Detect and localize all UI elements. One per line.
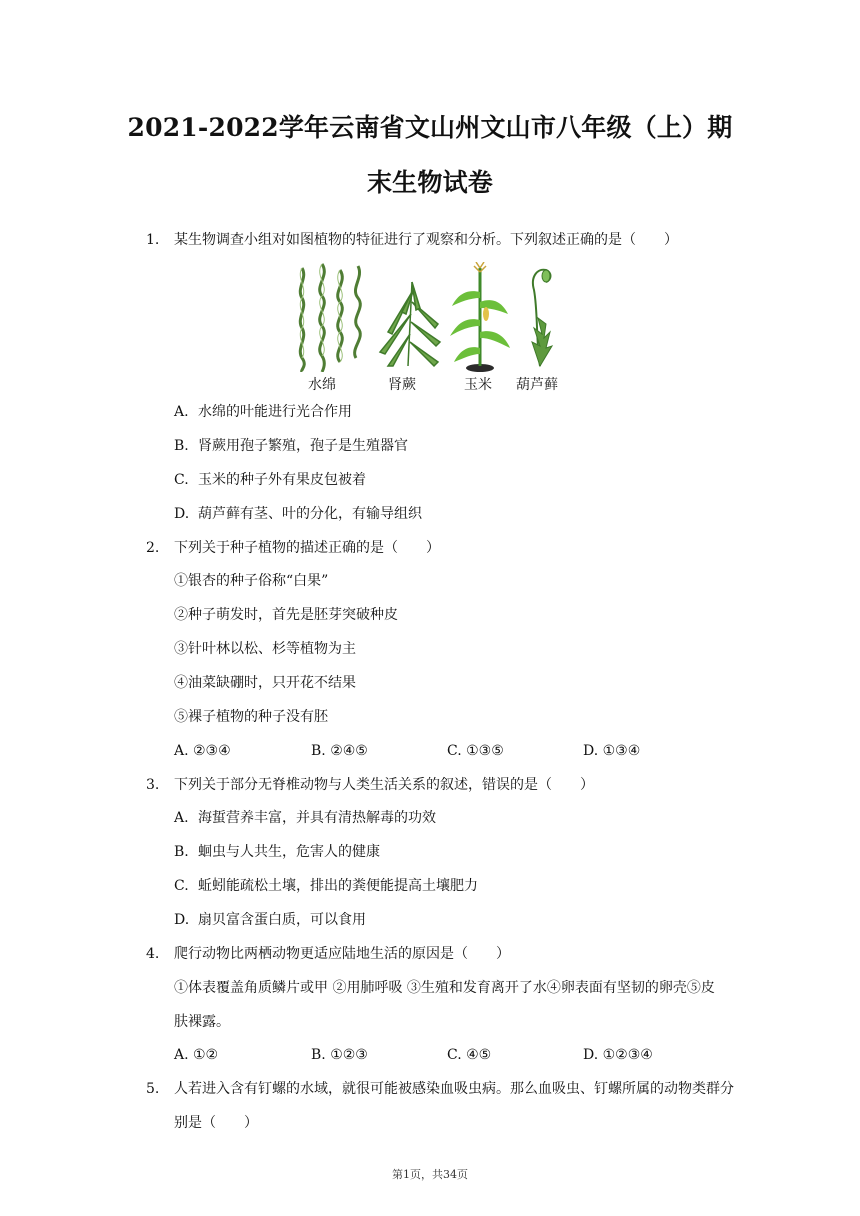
- question-text: 下列关于种子植物的描述正确的是（ ）: [174, 540, 440, 556]
- question-text: 下列关于部分无脊椎动物与人类生活关系的叙述，错误的是（ ）: [174, 777, 594, 793]
- option-text: 蛔虫与人共生，危害人的健康: [198, 844, 380, 860]
- corn-drawing: [450, 262, 510, 372]
- q2-option-b: B. ②④⑤: [311, 743, 368, 759]
- q2-statement-2: ②种子萌发时，首先是胚芽突破种皮: [174, 607, 398, 623]
- question-text: 爬行动物比两栖动物更适应陆地生活的原因是（ ）: [174, 946, 510, 962]
- q2-statement-5: ⑤裸子植物的种子没有胚: [174, 709, 328, 725]
- question-number: 5.: [146, 1081, 160, 1097]
- option-text: 蚯蚓能疏松土壤，排出的粪便能提高土壤肥力: [198, 878, 478, 894]
- q2-statement-1: ①银杏的种子俗称“白果”: [174, 573, 329, 589]
- q2-option-d: D. ①③④: [583, 743, 641, 759]
- q1-option-b: [174, 436, 408, 456]
- option-text: 水绵的叶能进行光合作用: [198, 404, 352, 420]
- q3-option-c: [174, 876, 478, 896]
- option-letter: B.: [174, 438, 189, 454]
- q4-option-c: C. ④⑤: [447, 1047, 492, 1063]
- plants-illustration: [288, 262, 568, 372]
- moss-drawing: [532, 270, 552, 366]
- question-number: 2.: [146, 540, 160, 556]
- figure-label-spirogyra: 水绵: [308, 377, 336, 393]
- option-text: 葫芦藓有茎、叶的分化，有输导组织: [198, 506, 422, 522]
- option-letter: D.: [174, 506, 190, 522]
- q3-option-b: [174, 842, 380, 862]
- option-letter: B.: [174, 844, 189, 860]
- option-letter: A.: [174, 404, 189, 420]
- option-text: 扇贝富含蛋白质，可以食用: [198, 912, 366, 928]
- paper-title: 2021-2022学年云南省文山州文山市八年级（上）期末生物试卷: [127, 113, 733, 197]
- question-number: 3.: [146, 777, 160, 793]
- q3-option-a: [174, 808, 436, 828]
- question-number: 4.: [146, 946, 160, 962]
- figure-label-moss: 葫芦藓: [516, 377, 558, 393]
- q2-option-c: C. ①③⑤: [447, 743, 504, 759]
- q4-option-b: B. ①②③: [311, 1047, 368, 1063]
- q4-option-a: A. ①②: [174, 1047, 219, 1063]
- q2-option-a: A. ②③④: [174, 743, 231, 759]
- option-text: 肾蕨用孢子繁殖，孢子是生殖器官: [198, 438, 408, 454]
- question-text: 人若进入含有钉螺的水域，就很可能被感染血吸虫病。那么血吸虫、钉螺所属的动物类群分别是（ ）: [174, 1081, 734, 1131]
- plant-figure: [288, 262, 568, 398]
- option-letter: C.: [174, 472, 189, 488]
- figure-label-corn: 玉米: [464, 377, 492, 393]
- q4-option-d: D. ①②③④: [583, 1047, 653, 1063]
- option-letter: A.: [174, 810, 189, 826]
- q1-option-a: [174, 402, 352, 422]
- q3-option-d: [174, 910, 366, 930]
- spirogyra-drawing: [300, 264, 360, 372]
- q4-statements: ①体表覆盖角质鳞片或甲 ②用肺呼吸 ③生殖和发育离开了水④卵表面有坚韧的卵壳⑤皮肤裸露。: [174, 980, 715, 1030]
- option-text: 玉米的种子外有果皮包被着: [198, 472, 366, 488]
- question-text: 某生物调查小组对如图植物的特征进行了观察和分析。下列叙述正确的是（ ）: [174, 232, 678, 248]
- option-text: 海蜇营养丰富，并具有清热解毒的功效: [198, 810, 436, 826]
- figure-label-fern: 肾蕨: [388, 377, 416, 393]
- q2-statement-4: ④油菜缺硼时，只开花不结果: [174, 675, 356, 691]
- q2-statement-3: ③针叶林以松、杉等植物为主: [174, 641, 356, 657]
- q1-option-d: [174, 504, 422, 524]
- page-footer: 第1页，共34页: [392, 1168, 468, 1181]
- question-number: 1.: [146, 232, 160, 248]
- q1-option-c: [174, 470, 366, 490]
- fern-drawing: [380, 282, 440, 366]
- option-letter: D.: [174, 912, 190, 928]
- option-letter: C.: [174, 878, 189, 894]
